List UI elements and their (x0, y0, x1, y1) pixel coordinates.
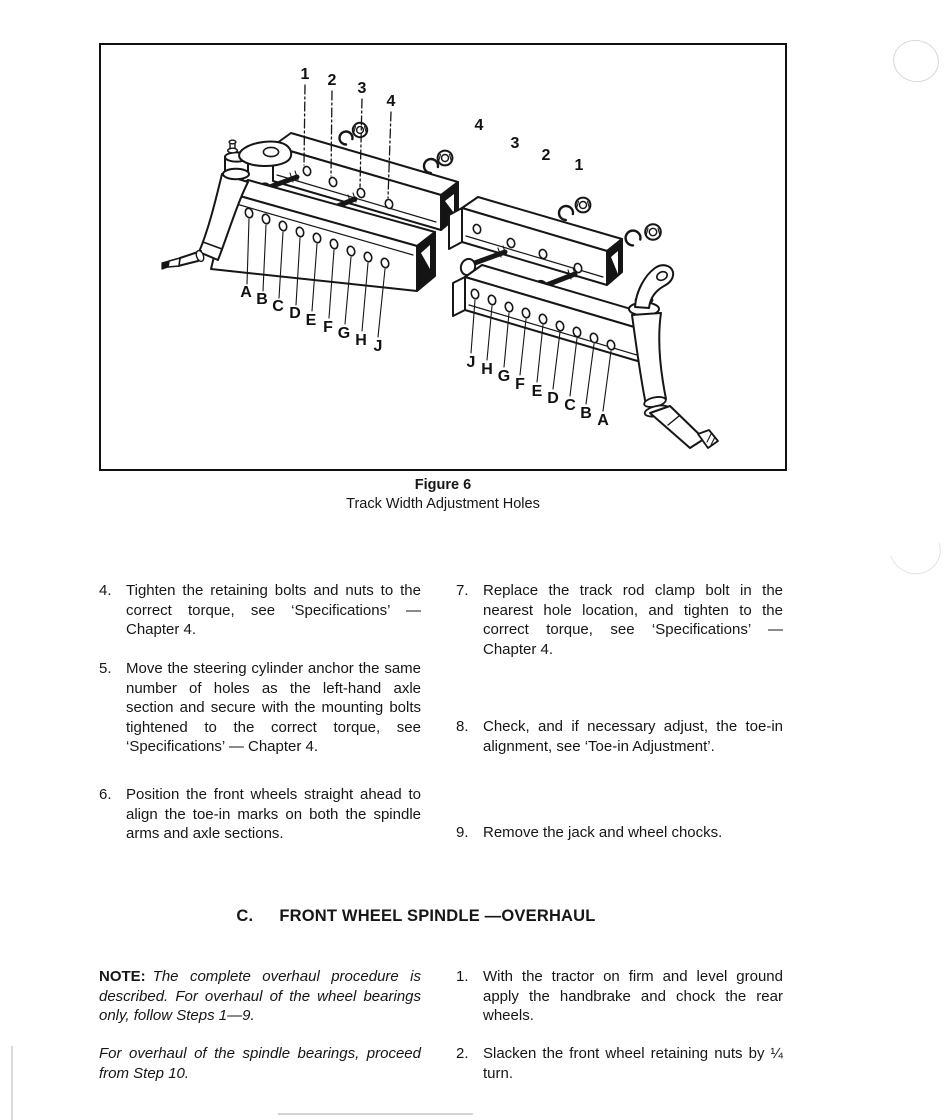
step-number: 8. (456, 718, 469, 735)
scan-artifact-circle-middle (880, 515, 948, 584)
step-text: Remove the jack and wheel chocks. (483, 824, 723, 841)
note-paragraph (99, 967, 421, 1026)
part-number-label: 1 (300, 66, 310, 83)
right-inner-beam-endface (449, 208, 462, 249)
figure-drawing (101, 45, 785, 469)
right-washer-nut-1 (556, 198, 590, 223)
figure-caption (99, 476, 787, 514)
step-text: Replace the track rod clamp bolt in the nearest hole location, and tighten to the correct torque, see ‘Specifications’ — Chapter 4. (483, 582, 783, 658)
left-washer-nut-2 (421, 151, 452, 176)
scan-artifact-edge-bottom (278, 1113, 473, 1115)
hole-label: B (580, 405, 592, 422)
step-number: 4. (99, 582, 112, 599)
right-spindle (629, 265, 718, 448)
step-number: 7. (456, 582, 469, 599)
step-item-6 (99, 785, 421, 844)
figure-6-box (99, 43, 787, 471)
hole-label: C (272, 298, 284, 315)
right-washer-nut-2 (623, 224, 661, 248)
overhaul-step-1 (456, 967, 783, 1026)
hole-label: H (481, 361, 493, 378)
part-number-label: 3 (357, 80, 367, 97)
part-number-label: 2 (327, 72, 337, 89)
hole-label: F (323, 319, 333, 336)
figure-caption-subtitle: Track Width Adjustment Holes (346, 496, 540, 512)
scan-artifact-circle-top (889, 36, 943, 87)
hole-label: C (564, 397, 576, 414)
right-steering-arm (635, 265, 673, 308)
note-label: NOTE: (99, 968, 146, 985)
step-text: Slacken the front wheel retaining nuts by ¼ turn. (483, 1045, 783, 1082)
hole-label: E (531, 383, 543, 400)
section-title: FRONT WHEEL SPINDLE —OVERHAUL (279, 907, 596, 925)
part-number-label: 2 (541, 147, 551, 164)
hole-label: G (337, 325, 351, 342)
hole-label: A (240, 284, 252, 301)
part-number-label: 4 (386, 93, 396, 110)
note-paragraph-2: For overhaul of the spindle bearings, proceed from Step 10. (99, 1045, 421, 1082)
step-text: Position the front wheels straight ahead to align the toe-in marks on both the spindle arms and axle sections. (126, 786, 421, 842)
step-item-8 (456, 717, 783, 756)
step-number: 5. (99, 660, 112, 677)
hole-label: A (597, 412, 609, 429)
step-number: 2. (456, 1045, 469, 1062)
hole-label: D (547, 390, 559, 407)
section-letter: C. (236, 907, 254, 925)
part-number-label: 1 (574, 157, 584, 174)
step-number: 9. (456, 824, 469, 841)
right-outer-beam-endface (453, 277, 465, 316)
figure-caption-title: Figure 6 (414, 477, 472, 493)
left-washer-nut-1 (337, 123, 367, 147)
part-number-label: 4 (474, 117, 484, 134)
part-number-label: 3 (510, 135, 520, 152)
hole-label: J (466, 354, 476, 371)
step-item-7 (456, 581, 783, 659)
hole-label: J (373, 338, 383, 355)
hole-label: B (256, 291, 268, 308)
hole-label: E (305, 312, 317, 329)
scan-artifact-edge-left (11, 1046, 13, 1120)
overhaul-step-2 (456, 1044, 783, 1083)
left-steering-arm (239, 142, 291, 166)
step-text: Tighten the retaining bolts and nuts to the correct torque, see ‘Specifications’ — Chapter 4. (126, 582, 421, 638)
step-text: Check, and if necessary adjust, the toe-in alignment, see ‘Toe-in Adjustment’. (483, 718, 783, 755)
hole-label: G (497, 368, 511, 385)
step-number: 1. (456, 968, 469, 985)
step-item-5 (99, 659, 421, 757)
hole-label: D (289, 305, 301, 322)
step-text: With the tractor on firm and level ground apply the handbrake and chock the rear wheels. (483, 968, 783, 1024)
step-item-4 (99, 581, 421, 640)
note-text: The complete overhaul procedure is described. For overhaul of the wheel bearings only, follow Steps 1—9. (99, 968, 421, 1024)
step-text: Move the steering cylinder anchor the same number of holes as the left-hand axle section and secure with the mounting bolts tightened to the correct torque, see ‘Specifications’ — Chapter 4. (126, 660, 421, 755)
hole-label: H (355, 332, 367, 349)
hole-label: F (515, 376, 525, 393)
section-heading (99, 907, 733, 926)
step-item-9 (456, 823, 783, 843)
step-number: 6. (99, 786, 112, 803)
